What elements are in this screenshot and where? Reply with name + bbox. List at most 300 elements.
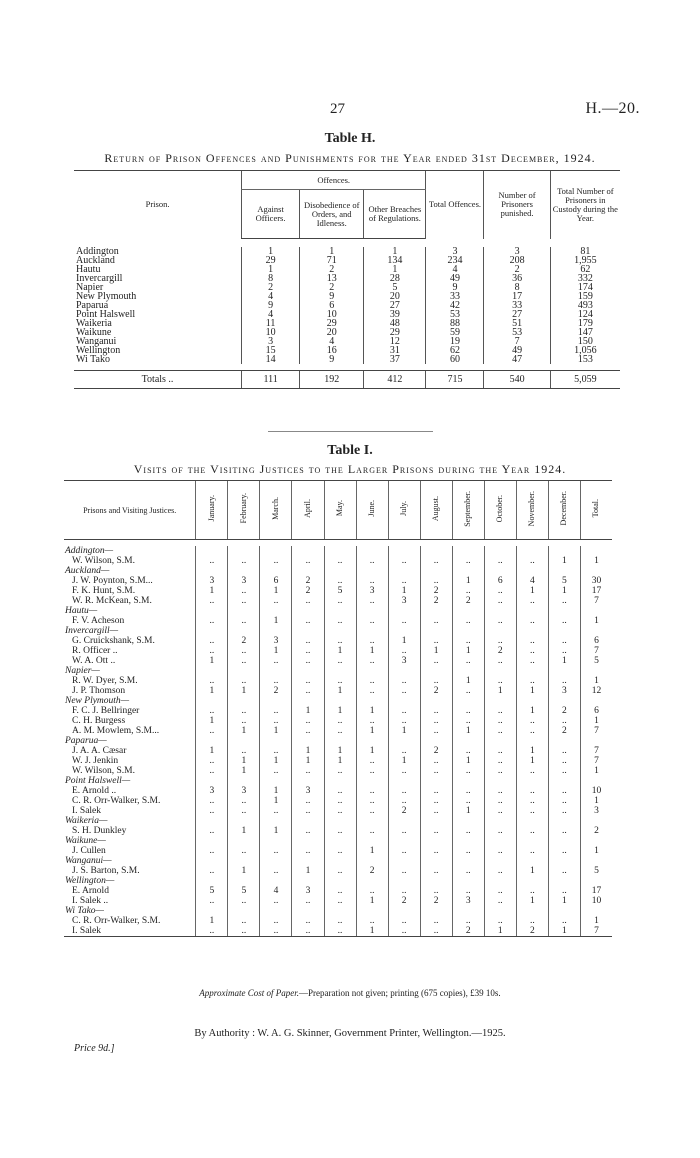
prison-group-row (64, 856, 612, 866)
visit-count-cell: .. (484, 656, 516, 666)
visit-count-cell: 2 (356, 866, 388, 876)
visit-count-cell: 1 (196, 586, 228, 596)
empty-cell (292, 836, 324, 846)
empty-cell (196, 696, 228, 706)
month-header (420, 481, 452, 540)
empty-cell (356, 736, 388, 746)
cost-label: Approximate Cost of Paper. (199, 988, 299, 998)
empty-cell (484, 626, 516, 636)
visit-count-cell: .. (228, 846, 260, 856)
prison-group-label: Auckland— (65, 566, 110, 576)
total-custody-cell: 493 (550, 301, 620, 310)
justice-name: W. R. McKean, S.M. (72, 596, 152, 606)
empty-cell (548, 736, 580, 746)
visit-count-cell: .. (196, 896, 228, 906)
visit-count-cell: .. (228, 586, 260, 596)
visit-count-cell: .. (484, 716, 516, 726)
other-breaches-cell: 12 (364, 337, 426, 346)
other-breaches-cell: 5 (364, 283, 426, 292)
visit-count-cell: .. (516, 676, 548, 686)
empty-cell (356, 666, 388, 676)
month-header (484, 481, 516, 540)
empty-cell (388, 836, 420, 846)
visit-count-cell: .. (356, 806, 388, 816)
empty-cell (516, 836, 548, 846)
visit-count-cell: .. (452, 656, 484, 666)
disobedience-cell: 9 (300, 355, 364, 364)
empty-cell (292, 566, 324, 576)
justice-row (64, 596, 612, 606)
visit-count-cell: .. (484, 556, 516, 566)
visit-count-cell: 1 (452, 646, 484, 656)
other-breaches-cell: 27 (364, 301, 426, 310)
visit-count-cell: .. (516, 916, 548, 926)
empty-cell (420, 856, 452, 866)
empty-cell (388, 906, 420, 916)
visit-count-cell: 1 (196, 746, 228, 756)
visit-count-cell: 1 (452, 576, 484, 586)
prisoners-punished-cell: 208 (484, 256, 550, 265)
visit-count-cell: .. (516, 656, 548, 666)
visit-count-cell: .. (484, 586, 516, 596)
justice-row (64, 756, 612, 766)
empty-cell (580, 906, 612, 916)
prison-name: Waikune (76, 327, 112, 338)
visit-count-cell: .. (516, 796, 548, 806)
against-officers-cell: 8 (242, 274, 300, 283)
total-offences-cell: 59 (426, 328, 484, 337)
prison-group-row (64, 876, 612, 886)
justice-row (64, 826, 612, 836)
total-disobedience: 192 (300, 371, 364, 389)
visit-count-cell: 4 (516, 576, 548, 586)
visit-count-cell: 5 (196, 886, 228, 896)
empty-cell (388, 776, 420, 786)
visit-count-cell: .. (228, 916, 260, 926)
visit-count-cell: .. (196, 756, 228, 766)
prison-offences-body (74, 239, 620, 389)
visit-count-cell: .. (420, 656, 452, 666)
visit-count-cell: 1 (292, 866, 324, 876)
empty-cell (356, 816, 388, 826)
empty-cell (196, 566, 228, 576)
visit-count-cell: 2 (452, 596, 484, 606)
visit-total-cell: 30 (580, 576, 612, 586)
visit-count-cell: .. (484, 746, 516, 756)
justice-row (64, 706, 612, 716)
visit-count-cell: .. (484, 636, 516, 646)
empty-cell (452, 666, 484, 676)
empty-cell (420, 876, 452, 886)
visit-count-cell: .. (324, 726, 356, 736)
empty-cell (548, 566, 580, 576)
against-officers-cell: 3 (242, 337, 300, 346)
table-i-subtitle: Visits of the Visiting Justices to the Larger Prisons during the Year 1924. (133, 462, 567, 476)
visit-count-cell: .. (260, 746, 292, 756)
other-breaches-cell: 28 (364, 274, 426, 283)
visit-count-cell: .. (420, 806, 452, 816)
justice-row (64, 616, 612, 626)
visit-count-cell: 1 (324, 756, 356, 766)
visit-count-cell: 1 (356, 846, 388, 856)
empty-cell (516, 856, 548, 866)
empty-cell (420, 696, 452, 706)
empty-cell (420, 546, 452, 556)
empty-cell (548, 816, 580, 826)
visit-total-cell: 1 (580, 916, 612, 926)
visiting-justices-table (64, 480, 612, 937)
justice-row (64, 806, 612, 816)
visit-count-cell: 1 (516, 586, 548, 596)
total-custody-cell: 159 (550, 292, 620, 301)
empty-cell (292, 696, 324, 706)
visit-count-cell: 5 (548, 576, 580, 586)
visit-count-cell: .. (324, 716, 356, 726)
visit-count-cell: 1 (260, 586, 292, 596)
visit-count-cell: .. (292, 806, 324, 816)
prison-group-label: Wi Tako— (65, 906, 104, 916)
visit-count-cell: .. (292, 796, 324, 806)
visit-count-cell: .. (324, 886, 356, 896)
against-officers-cell: 14 (242, 355, 300, 364)
justice-row (64, 556, 612, 566)
visit-count-cell: .. (420, 576, 452, 586)
prisoners-punished-cell: 27 (484, 310, 550, 319)
empty-cell (452, 816, 484, 826)
empty-cell (196, 836, 228, 846)
visit-total-cell: 1 (580, 556, 612, 566)
visit-count-cell: .. (196, 556, 228, 566)
visit-count-cell: .. (324, 596, 356, 606)
visit-count-cell: .. (484, 706, 516, 716)
visit-count-cell: 2 (420, 686, 452, 696)
empty-cell (516, 776, 548, 786)
empty-cell (228, 776, 260, 786)
visit-count-cell: .. (548, 916, 580, 926)
table-row (74, 328, 620, 337)
visit-count-cell: .. (324, 766, 356, 776)
empty-cell (324, 696, 356, 706)
visit-total-cell: 7 (580, 726, 612, 736)
visit-count-cell: .. (516, 646, 548, 656)
empty-cell (292, 816, 324, 826)
visit-count-cell: 1 (324, 646, 356, 656)
other-breaches-cell: 20 (364, 292, 426, 301)
empty-cell (388, 736, 420, 746)
empty-cell (484, 666, 516, 676)
justice-name: R. Officer .. (72, 646, 118, 656)
visit-count-cell: .. (292, 716, 324, 726)
total-against-officers: 111 (242, 371, 300, 389)
justice-name: W. Wilson, S.M. (72, 766, 135, 776)
visit-count-cell: .. (516, 886, 548, 896)
table-row (74, 274, 620, 283)
justice-row (64, 576, 612, 586)
empty-cell (548, 876, 580, 886)
against-officers-cell: 1 (242, 247, 300, 256)
prisoners-punished-cell: 33 (484, 301, 550, 310)
empty-cell (420, 606, 452, 616)
visit-count-cell: .. (420, 756, 452, 766)
visit-count-cell: .. (388, 746, 420, 756)
visit-count-cell: .. (356, 636, 388, 646)
visit-count-cell: .. (388, 926, 420, 937)
visit-count-cell: .. (516, 786, 548, 796)
empty-cell (452, 856, 484, 866)
empty-cell (324, 876, 356, 886)
visit-total-cell: 2 (580, 826, 612, 836)
against-officers-cell: 4 (242, 292, 300, 301)
empty-cell (548, 776, 580, 786)
empty-cell (580, 566, 612, 576)
justice-row (64, 746, 612, 756)
against-officers-cell: 29 (242, 256, 300, 265)
visit-count-cell: .. (260, 866, 292, 876)
visit-count-cell: 1 (516, 706, 548, 716)
visit-count-cell: .. (420, 636, 452, 646)
visit-count-cell: 1 (228, 826, 260, 836)
visit-count-cell: 1 (516, 746, 548, 756)
visit-count-cell: .. (324, 896, 356, 906)
month-header (452, 481, 484, 540)
justice-row (64, 896, 612, 906)
against-officers-cell: 1 (242, 265, 300, 274)
prison-name: Addington (76, 246, 119, 257)
visit-count-cell: .. (292, 556, 324, 566)
empty-cell (388, 606, 420, 616)
total-custody-cell: 147 (550, 328, 620, 337)
visit-count-cell: 1 (548, 926, 580, 937)
empty-cell (388, 626, 420, 636)
visit-count-cell: 1 (260, 796, 292, 806)
page-number: 27 (330, 101, 345, 117)
col-total-offences-header: Total Offences. (426, 171, 484, 239)
justice-row (64, 796, 612, 806)
month-label: August. (431, 495, 441, 522)
empty-cell (484, 606, 516, 616)
visit-count-cell: .. (196, 646, 228, 656)
visit-count-cell: .. (420, 886, 452, 896)
visit-count-cell: 1 (516, 896, 548, 906)
visit-total-cell: 17 (580, 586, 612, 596)
prisoners-punished-cell: 36 (484, 274, 550, 283)
visit-count-cell: .. (228, 656, 260, 666)
prison-name: Wi Tako (76, 354, 110, 365)
disobedience-cell: 10 (300, 310, 364, 319)
visit-count-cell: 2 (548, 726, 580, 736)
col-total-custody-header: Total Number of Prisoners in Custody during the Year. (550, 171, 620, 239)
visit-count-cell: .. (196, 726, 228, 736)
empty-cell (484, 816, 516, 826)
justice-name: F. K. Hunt, S.M. (72, 586, 136, 596)
printer-authority: By Authority : W. A. G. Skinner, Government Printer, Wellington.—1925. (194, 1028, 506, 1039)
prison-group-row (64, 836, 612, 846)
visit-count-cell: .. (260, 766, 292, 776)
month-label: February. (238, 493, 248, 524)
visit-count-cell: 2 (420, 746, 452, 756)
empty-cell (484, 836, 516, 846)
visit-count-cell: 1 (260, 826, 292, 836)
prison-group-row (64, 816, 612, 826)
visit-total-cell: 7 (580, 646, 612, 656)
visit-count-cell: .. (452, 686, 484, 696)
visit-count-cell: .. (452, 616, 484, 626)
visit-total-cell: 1 (580, 796, 612, 806)
visit-count-cell: 1 (356, 646, 388, 656)
visit-count-cell: 3 (260, 636, 292, 646)
total-custody-cell: 153 (550, 355, 620, 364)
empty-cell (420, 736, 452, 746)
visit-count-cell: 6 (260, 576, 292, 586)
justice-row (64, 886, 612, 896)
visit-count-cell: .. (484, 916, 516, 926)
empty-cell (452, 876, 484, 886)
empty-cell (356, 876, 388, 886)
visit-count-cell: 3 (548, 686, 580, 696)
visit-count-cell: 1 (228, 686, 260, 696)
visit-count-cell: .. (452, 886, 484, 896)
visit-total-cell: 6 (580, 706, 612, 716)
visit-total-cell: 7 (580, 756, 612, 766)
visit-count-cell: .. (292, 926, 324, 937)
prisoners-punished-cell: 8 (484, 283, 550, 292)
visit-count-cell: .. (484, 676, 516, 686)
justice-name: J. A. A. Cæsar (72, 746, 127, 756)
prison-group-label: Waikeria— (65, 816, 108, 826)
visit-count-cell: 5 (324, 586, 356, 596)
visit-count-cell: 2 (452, 926, 484, 937)
prison-group-row (64, 906, 612, 916)
prisoners-punished-cell: 7 (484, 337, 550, 346)
empty-cell (356, 626, 388, 636)
totals-label: Totals .. (74, 371, 242, 389)
visit-count-cell: .. (196, 596, 228, 606)
prison-name: Paparua (76, 300, 109, 311)
visit-count-cell: .. (420, 706, 452, 716)
visit-count-cell: 3 (196, 576, 228, 586)
empty-cell (196, 776, 228, 786)
empty-cell (548, 856, 580, 866)
justice-name: E. Arnold .. (72, 786, 117, 796)
prison-group-label: Addington— (65, 546, 114, 556)
empty-cell (356, 856, 388, 866)
disobedience-cell: 4 (300, 337, 364, 346)
total-custody-cell: 179 (550, 319, 620, 328)
empty-cell (228, 816, 260, 826)
visit-count-cell: .. (484, 756, 516, 766)
visit-count-cell: .. (420, 766, 452, 776)
visit-count-cell: 3 (452, 896, 484, 906)
visit-count-cell: .. (452, 826, 484, 836)
visit-count-cell: .. (452, 766, 484, 776)
empty-cell (548, 606, 580, 616)
empty-cell (452, 546, 484, 556)
empty-cell (516, 626, 548, 636)
prison-group-row (64, 546, 612, 556)
other-breaches-cell: 48 (364, 319, 426, 328)
empty-cell (196, 736, 228, 746)
empty-cell (260, 836, 292, 846)
visit-count-cell: .. (420, 926, 452, 937)
visit-count-cell: .. (516, 806, 548, 816)
total-offences-cell: 19 (426, 337, 484, 346)
visit-count-cell: .. (484, 886, 516, 896)
total-custody-cell: 150 (550, 337, 620, 346)
visit-count-cell: 1 (548, 556, 580, 566)
empty-cell (484, 546, 516, 556)
other-breaches-cell: 1 (364, 265, 426, 274)
visit-count-cell: 3 (388, 656, 420, 666)
empty-cell (580, 736, 612, 746)
empty-cell (484, 736, 516, 746)
justice-name: I. Salek .. (72, 896, 109, 906)
empty-cell (580, 836, 612, 846)
visit-count-cell: .. (260, 716, 292, 726)
disobedience-cell: 16 (300, 346, 364, 355)
visit-count-cell: .. (324, 846, 356, 856)
table-row (74, 301, 620, 310)
empty-cell (196, 606, 228, 616)
empty-cell (388, 566, 420, 576)
visit-count-cell: 3 (388, 596, 420, 606)
empty-cell (420, 776, 452, 786)
total-offences-cell: 53 (426, 310, 484, 319)
visit-count-cell: 1 (260, 726, 292, 736)
visit-count-cell: .. (324, 866, 356, 876)
empty-cell (516, 736, 548, 746)
justice-name: C. R. Orr-Walker, S.M. (72, 796, 161, 806)
month-label: September. (463, 490, 473, 527)
justice-name: J. P. Thomson (72, 686, 126, 696)
visit-count-cell: .. (196, 926, 228, 937)
visit-count-cell: .. (356, 686, 388, 696)
visit-count-cell: .. (548, 886, 580, 896)
empty-cell (484, 566, 516, 576)
document-reference: H.—20. (585, 100, 640, 117)
visit-count-cell: .. (356, 756, 388, 766)
visit-count-cell: .. (356, 596, 388, 606)
visit-count-cell: .. (420, 846, 452, 856)
empty-cell (292, 906, 324, 916)
month-header (196, 481, 228, 540)
visit-count-cell: .. (196, 766, 228, 776)
month-header (580, 481, 612, 540)
empty-cell (484, 876, 516, 886)
month-header (356, 481, 388, 540)
month-header (388, 481, 420, 540)
total-offences-cell: 60 (426, 355, 484, 364)
total-offences-cell: 49 (426, 274, 484, 283)
total-custody-cell: 81 (550, 247, 620, 256)
visit-count-cell: .. (324, 656, 356, 666)
visit-count-cell: .. (324, 796, 356, 806)
other-breaches-cell: 37 (364, 355, 426, 364)
table-row (74, 292, 620, 301)
total-total-custody: 5,059 (550, 371, 620, 389)
visit-count-cell: 3 (228, 576, 260, 586)
visit-count-cell: .. (548, 716, 580, 726)
prisoners-punished-cell: 2 (484, 265, 550, 274)
visit-count-cell: .. (452, 866, 484, 876)
visit-count-cell: 3 (292, 786, 324, 796)
visit-count-cell: .. (260, 926, 292, 937)
visit-count-cell: .. (196, 706, 228, 716)
month-header (324, 481, 356, 540)
month-label: December. (559, 491, 569, 526)
visit-count-cell: .. (292, 616, 324, 626)
visit-count-cell: .. (420, 556, 452, 566)
visit-count-cell: .. (452, 746, 484, 756)
